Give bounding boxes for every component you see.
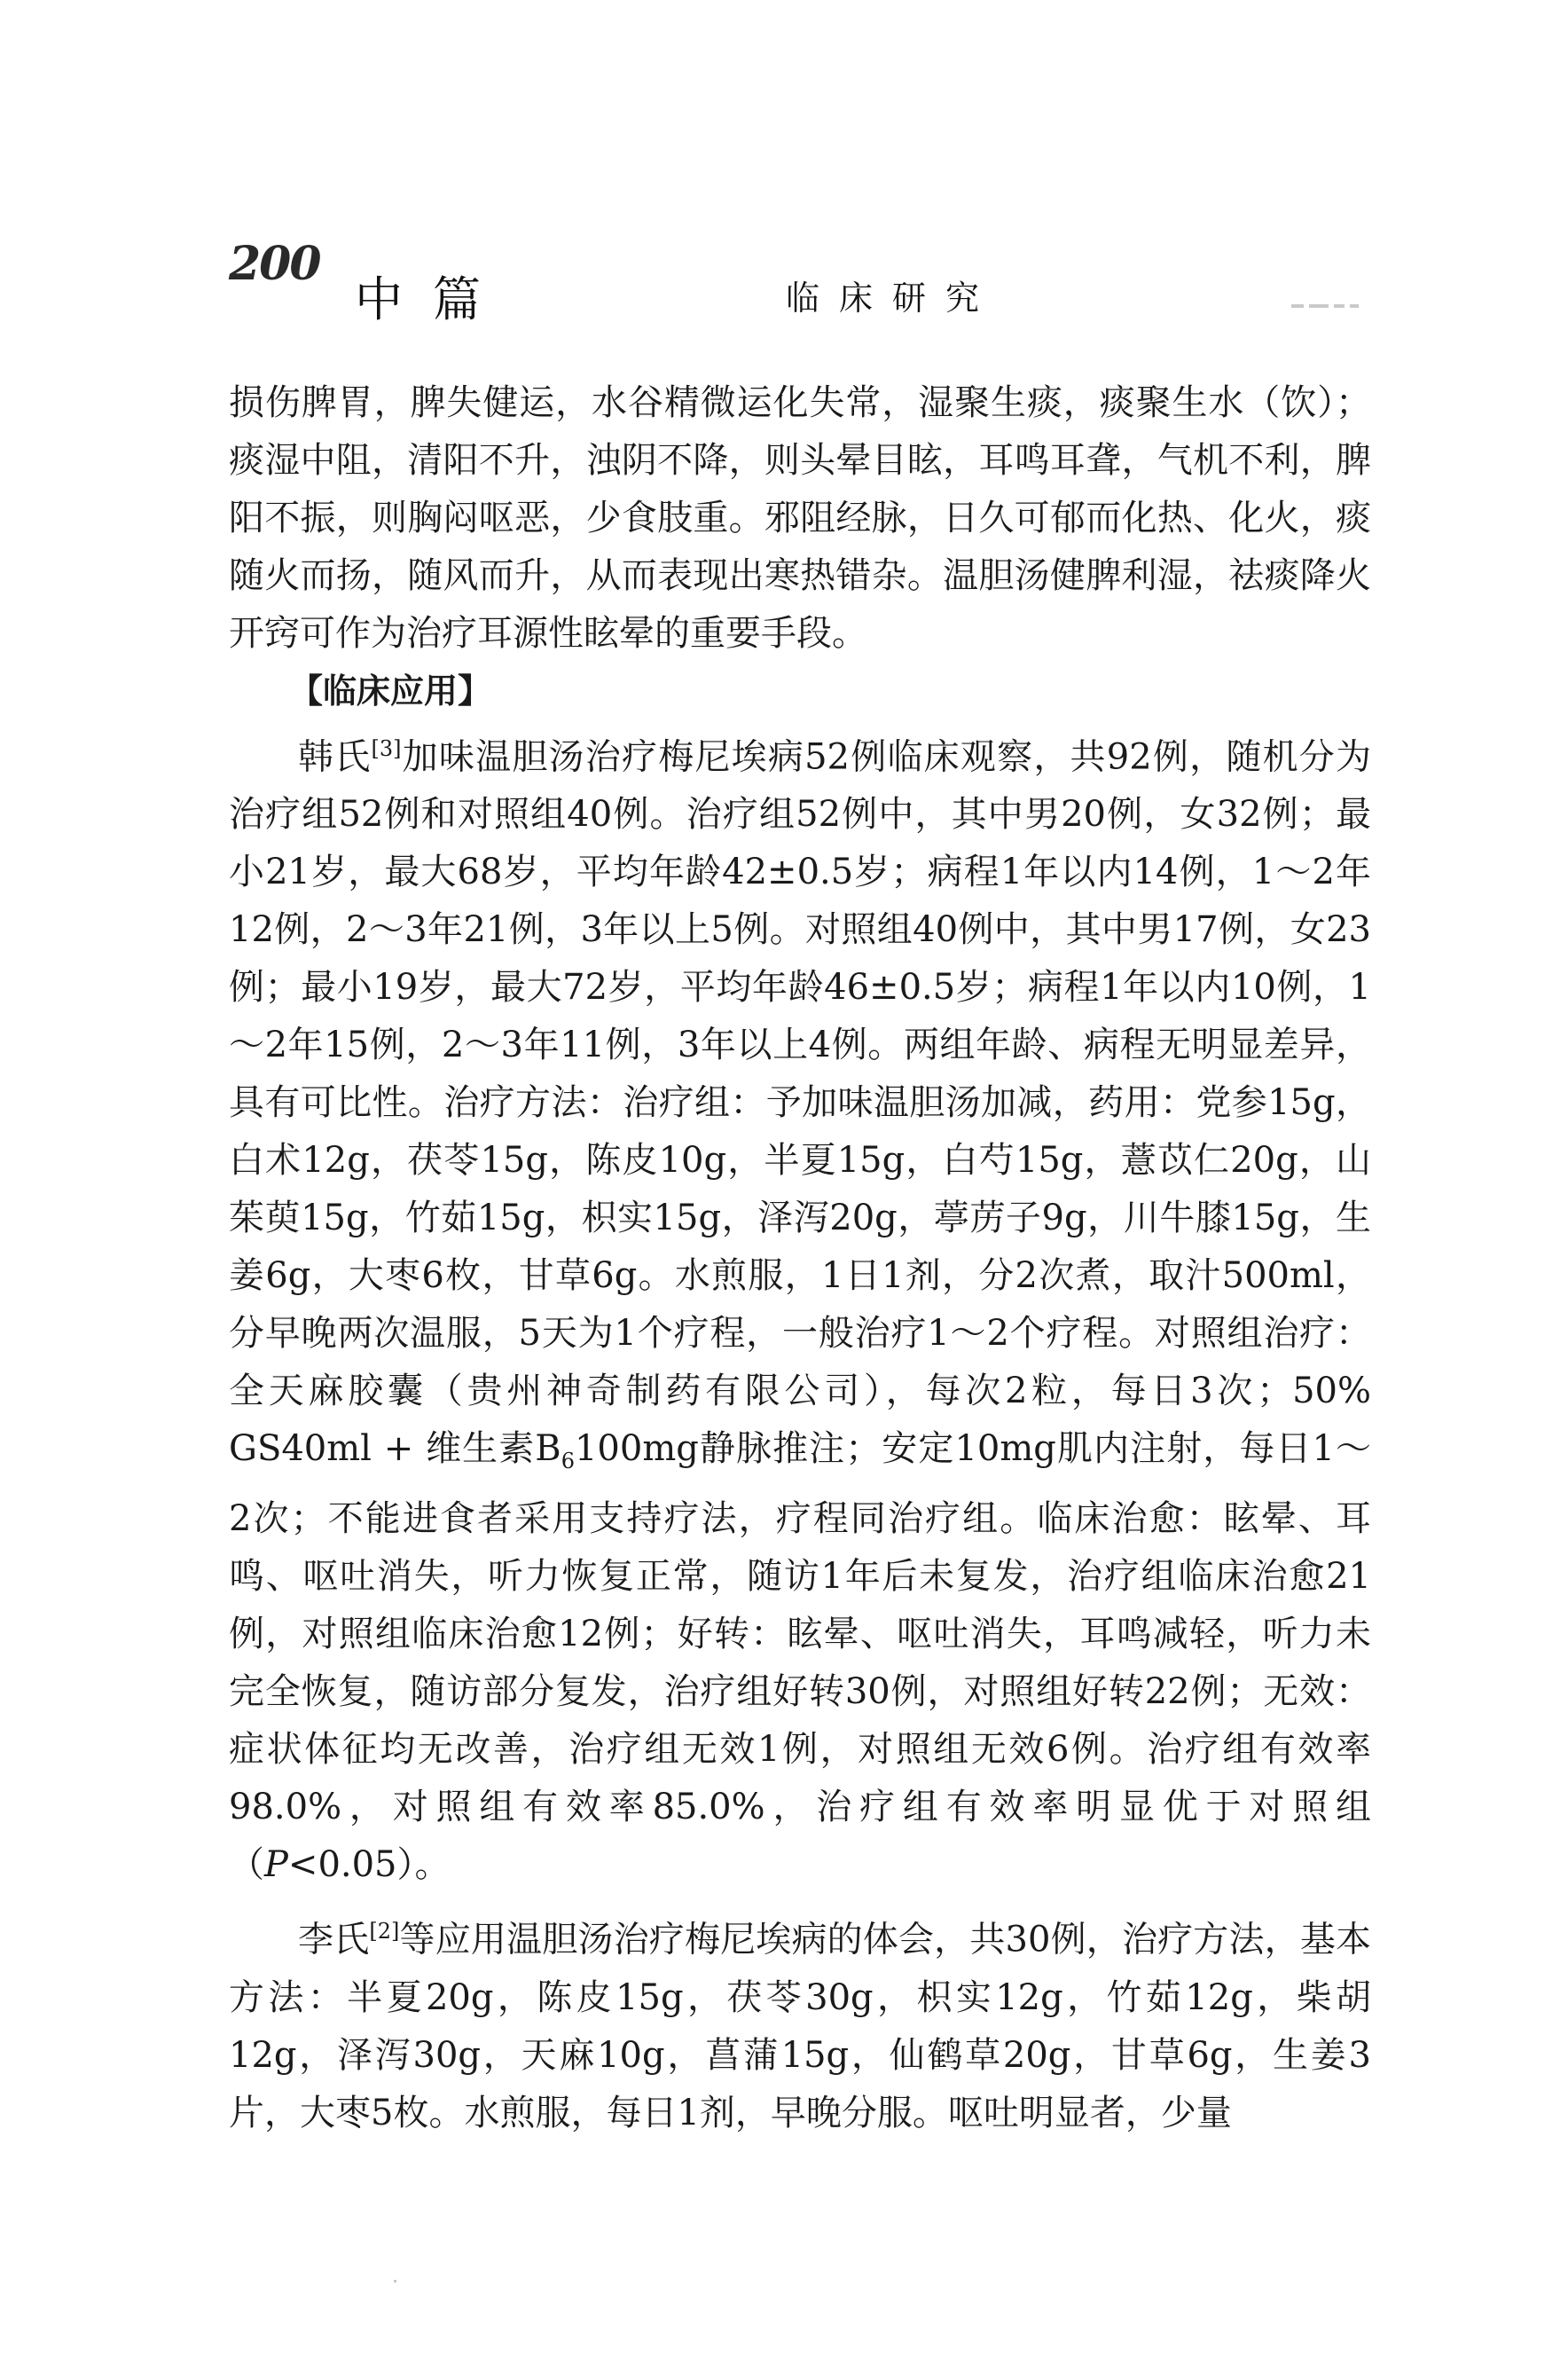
intro-paragraph: 损伤脾胃，脾失健运，水谷精微运化失常，湿聚生痰，痰聚生水（饮）；痰湿中阻，清阳不升，浊阴不降，则头晕目眩，耳鸣耳聋，气机不利，脾阳不振，则胸闷呕恶，少食肢重。邪阻经脉，日久可郁而化热、化火，痰随火而扬，随风而升，从而表现出寒热错杂。温胆汤健脾利湿，祛痰降火开窍可作为治疗耳源性眩晕的重要手段。 <box>229 382 1371 654</box>
paragraph-li-text: 等应用温胆汤治疗梅尼埃病的体会，共30例，治疗方法，基本方法：半夏20g，陈皮15g，茯苓30g，枳实12g，竹茹12g，柴胡12g，泽泻30g，天麻10g，菖蒲15g，仙鹤草20g，甘草6g，生姜3片，大枣5枚。水煎服，每日1剂，早晚分服。呕吐明显者，少量 <box>229 1919 1371 2133</box>
part-title: 中篇 <box>355 271 511 327</box>
author-li: 李氏 <box>298 1919 370 1960</box>
scan-speck <box>394 2280 396 2282</box>
paragraph-han-text-c: <0.05）。 <box>287 1844 451 1886</box>
reference-3: [3] <box>371 736 402 761</box>
page-header <box>0 226 1568 327</box>
section-title: 临床研究 <box>786 279 1000 318</box>
reference-2: [2] <box>369 1919 400 1945</box>
page-number: 200 <box>229 237 320 291</box>
paragraph-han-text-a: 加味温胆汤治疗梅尼埃病52例临床观察，共92例，随机分为治疗组52例和对照组40例。治疗组52例中，其中男20例，女32例；最小21岁，最大68岁，平均年龄42±0.5岁；病程1年以内14例，1～2年12例，2～3年21例，3年以上5例。对照组40例中，其中男17例，女23例；最小19岁，最大72岁，平均年龄46±0.5岁；病程1年以内10例，1～2年15例，2～3年11例，3年以上4例。两组年龄、病程无明显差异，具有可比性。治疗方法：治疗组：予加味温胆汤加减，药用：党参15g，白术12g，茯苓15g，陈皮10g，半夏15g，白芍15g，薏苡仁20g，山茱萸15g，竹茹15g，枳实15g，泽泻20g，葶苈子9g，川牛膝15g，生姜6g，大枣6枚，甘草6g。水煎服，1日1剂，分2次煮，取汁500ml，分早晚两次温服，5天为1个疗程，一般治疗1～2个疗程。对照组治疗：全天麻胶囊（贵州神奇制药有限公司），每次2粒，每日3次；50% GS40ml + 维生素B <box>229 736 1372 1470</box>
subscript-6: 6 <box>561 1449 575 1474</box>
header-ornament <box>1291 299 1364 313</box>
section-heading: 【临床应用】 <box>289 672 492 711</box>
paragraph-han-text-b: 100mg静脉推注；安定10mg肌内注射，每日1～2次；不能进食者采用支持疗法，疗程同治疗组。临床治愈：眩晕、耳鸣、呕吐消失，听力恢复正常，随访1年后未复发，治疗组临床治愈21例，对照组临床治愈12例；好转：眩晕、呕吐消失，耳鸣减轻，听力未完全恢复，随访部分复发，治疗组好转30例，对照组好转22例；无效：症状体征均无改善，治疗组无效1例，对照组无效6例。治疗组有效率98.0%，对照组有效率85.0%，治疗组有效率明显优于对照组（ <box>229 1428 1371 1886</box>
paragraph-li <box>229 1903 1371 2141</box>
author-han: 韩氏 <box>298 736 372 778</box>
p-symbol: P <box>264 1844 288 1886</box>
paragraph-han <box>229 720 1371 1894</box>
body-text <box>229 374 1371 2142</box>
